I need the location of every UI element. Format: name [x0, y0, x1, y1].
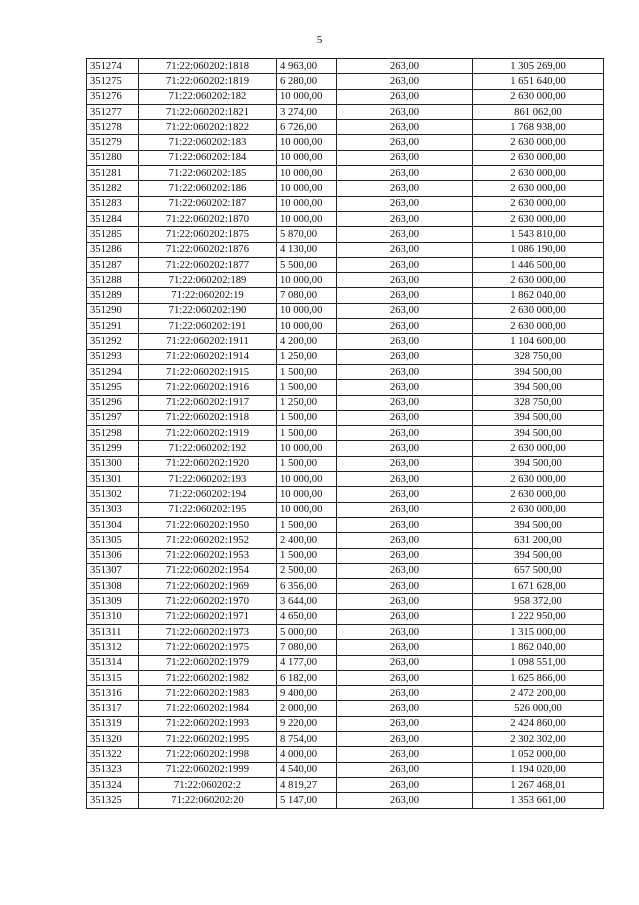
table-row	[87, 319, 604, 334]
cadastral-number-cell: 71:22:060202:2	[139, 777, 277, 792]
cadastral-value-cell: 631 200,00	[473, 533, 604, 548]
cadastral-value-cell: 1 104 600,00	[473, 334, 604, 349]
table-row	[87, 670, 604, 685]
table-row	[87, 747, 604, 762]
rate-cell: 263,00	[337, 181, 473, 196]
table-row	[87, 777, 604, 792]
land-cadastral-table	[86, 58, 604, 809]
cadastral-value-cell: 1 305 269,00	[473, 59, 604, 74]
record-number-cell: 351303	[87, 502, 139, 517]
table-row	[87, 410, 604, 425]
cadastral-number-cell: 71:22:060202:193	[139, 472, 277, 487]
cadastral-value-cell: 2 630 000,00	[473, 487, 604, 502]
cadastral-value-cell: 2 630 000,00	[473, 181, 604, 196]
cadastral-value-cell: 394 500,00	[473, 456, 604, 471]
area-cell: 5 000,00	[277, 624, 337, 639]
rate-cell: 263,00	[337, 410, 473, 425]
record-number-cell: 351308	[87, 579, 139, 594]
area-cell: 1 500,00	[277, 456, 337, 471]
cadastral-number-cell: 71:22:060202:1998	[139, 747, 277, 762]
record-number-cell: 351306	[87, 548, 139, 563]
cadastral-number-cell: 71:22:060202:1984	[139, 701, 277, 716]
record-number-cell: 351311	[87, 624, 139, 639]
cadastral-number-cell: 71:22:060202:1993	[139, 716, 277, 731]
cadastral-number-cell: 71:22:060202:1970	[139, 594, 277, 609]
rate-cell: 263,00	[337, 395, 473, 410]
record-number-cell: 351283	[87, 196, 139, 211]
record-number-cell: 351301	[87, 472, 139, 487]
rate-cell: 263,00	[337, 502, 473, 517]
rate-cell: 263,00	[337, 211, 473, 226]
rate-cell: 263,00	[337, 150, 473, 165]
table-row	[87, 624, 604, 639]
cadastral-number-cell: 71:22:060202:1952	[139, 533, 277, 548]
table-row	[87, 59, 604, 74]
cadastral-number-cell: 71:22:060202:1870	[139, 211, 277, 226]
table-row	[87, 120, 604, 135]
area-cell: 4 963,00	[277, 59, 337, 74]
area-cell: 6 182,00	[277, 670, 337, 685]
record-number-cell: 351275	[87, 74, 139, 89]
cadastral-number-cell: 71:22:060202:1918	[139, 410, 277, 425]
table-row	[87, 732, 604, 747]
area-cell: 2 500,00	[277, 563, 337, 578]
cadastral-number-cell: 71:22:060202:183	[139, 135, 277, 150]
cadastral-value-cell: 1 315 000,00	[473, 624, 604, 639]
cadastral-value-cell: 394 500,00	[473, 517, 604, 532]
rate-cell: 263,00	[337, 609, 473, 624]
cadastral-value-cell: 394 500,00	[473, 410, 604, 425]
area-cell: 10 000,00	[277, 89, 337, 104]
cadastral-number-cell: 71:22:060202:1822	[139, 120, 277, 135]
cadastral-value-cell: 2 630 000,00	[473, 135, 604, 150]
table-row	[87, 211, 604, 226]
table-row	[87, 257, 604, 272]
cadastral-value-cell: 1 222 950,00	[473, 609, 604, 624]
cadastral-number-cell: 71:22:060202:184	[139, 150, 277, 165]
record-number-cell: 351299	[87, 441, 139, 456]
record-number-cell: 351317	[87, 701, 139, 716]
table-row	[87, 487, 604, 502]
table-row	[87, 456, 604, 471]
record-number-cell: 351296	[87, 395, 139, 410]
cadastral-value-cell: 1 651 640,00	[473, 74, 604, 89]
rate-cell: 263,00	[337, 701, 473, 716]
area-cell: 4 650,00	[277, 609, 337, 624]
record-number-cell: 351298	[87, 426, 139, 441]
table-row	[87, 227, 604, 242]
area-cell: 1 250,00	[277, 349, 337, 364]
record-number-cell: 351307	[87, 563, 139, 578]
cadastral-value-cell: 328 750,00	[473, 395, 604, 410]
cadastral-value-cell: 1 267 468,01	[473, 777, 604, 792]
cadastral-number-cell: 71:22:060202:1916	[139, 380, 277, 395]
area-cell: 1 500,00	[277, 364, 337, 379]
rate-cell: 263,00	[337, 227, 473, 242]
cadastral-value-cell: 526 000,00	[473, 701, 604, 716]
table-row	[87, 288, 604, 303]
record-number-cell: 351282	[87, 181, 139, 196]
cadastral-value-cell: 2 630 000,00	[473, 196, 604, 211]
table-row	[87, 655, 604, 670]
area-cell: 10 000,00	[277, 135, 337, 150]
cadastral-number-cell: 71:22:060202:1877	[139, 257, 277, 272]
cadastral-value-cell: 1 543 810,00	[473, 227, 604, 242]
cadastral-value-cell: 328 750,00	[473, 349, 604, 364]
area-cell: 6 356,00	[277, 579, 337, 594]
record-number-cell: 351293	[87, 349, 139, 364]
table-row	[87, 135, 604, 150]
record-number-cell: 351287	[87, 257, 139, 272]
cadastral-number-cell: 71:22:060202:1975	[139, 640, 277, 655]
table-row	[87, 395, 604, 410]
table-row	[87, 380, 604, 395]
area-cell: 10 000,00	[277, 472, 337, 487]
cadastral-value-cell: 1 862 040,00	[473, 288, 604, 303]
rate-cell: 263,00	[337, 380, 473, 395]
cadastral-number-cell: 71:22:060202:1982	[139, 670, 277, 685]
area-cell: 2 000,00	[277, 701, 337, 716]
cadastral-number-cell: 71:22:060202:1953	[139, 548, 277, 563]
cadastral-value-cell: 2 630 000,00	[473, 502, 604, 517]
rate-cell: 263,00	[337, 441, 473, 456]
record-number-cell: 351292	[87, 334, 139, 349]
table-row	[87, 762, 604, 777]
rate-cell: 263,00	[337, 670, 473, 685]
record-number-cell: 351312	[87, 640, 139, 655]
area-cell: 9 220,00	[277, 716, 337, 731]
record-number-cell: 351276	[87, 89, 139, 104]
cadastral-value-cell: 1 625 866,00	[473, 670, 604, 685]
record-number-cell: 351285	[87, 227, 139, 242]
cadastral-number-cell: 71:22:060202:1915	[139, 364, 277, 379]
record-number-cell: 351280	[87, 150, 139, 165]
rate-cell: 263,00	[337, 716, 473, 731]
table-row	[87, 242, 604, 257]
cadastral-number-cell: 71:22:060202:1979	[139, 655, 277, 670]
cadastral-value-cell: 394 500,00	[473, 364, 604, 379]
cadastral-number-cell: 71:22:060202:1914	[139, 349, 277, 364]
cadastral-number-cell: 71:22:060202:186	[139, 181, 277, 196]
record-number-cell: 351323	[87, 762, 139, 777]
area-cell: 10 000,00	[277, 211, 337, 226]
record-number-cell: 351304	[87, 517, 139, 532]
table-row	[87, 364, 604, 379]
table-row	[87, 716, 604, 731]
cadastral-number-cell: 71:22:060202:1876	[139, 242, 277, 257]
cadastral-value-cell: 2 630 000,00	[473, 166, 604, 181]
table-row	[87, 196, 604, 211]
rate-cell: 263,00	[337, 548, 473, 563]
area-cell: 10 000,00	[277, 273, 337, 288]
table-row	[87, 89, 604, 104]
record-number-cell: 351289	[87, 288, 139, 303]
rate-cell: 263,00	[337, 579, 473, 594]
table-row	[87, 579, 604, 594]
record-number-cell: 351274	[87, 59, 139, 74]
cadastral-number-cell: 71:22:060202:1973	[139, 624, 277, 639]
rate-cell: 263,00	[337, 288, 473, 303]
area-cell: 7 080,00	[277, 640, 337, 655]
area-cell: 1 500,00	[277, 380, 337, 395]
rate-cell: 263,00	[337, 747, 473, 762]
cadastral-value-cell: 394 500,00	[473, 380, 604, 395]
record-number-cell: 351302	[87, 487, 139, 502]
cadastral-number-cell: 71:22:060202:1919	[139, 426, 277, 441]
area-cell: 4 000,00	[277, 747, 337, 762]
table-row	[87, 502, 604, 517]
record-number-cell: 351277	[87, 104, 139, 119]
area-cell: 6 280,00	[277, 74, 337, 89]
table-row	[87, 426, 604, 441]
cadastral-number-cell: 71:22:060202:1983	[139, 686, 277, 701]
cadastral-number-cell: 71:22:060202:195	[139, 502, 277, 517]
record-number-cell: 351310	[87, 609, 139, 624]
table-row	[87, 104, 604, 119]
table-row	[87, 793, 604, 808]
rate-cell: 263,00	[337, 89, 473, 104]
cadastral-value-cell: 1 086 190,00	[473, 242, 604, 257]
cadastral-number-cell: 71:22:060202:190	[139, 303, 277, 318]
record-number-cell: 351325	[87, 793, 139, 808]
table-row	[87, 273, 604, 288]
cadastral-value-cell: 394 500,00	[473, 548, 604, 563]
table-body	[87, 59, 604, 809]
record-number-cell: 351300	[87, 456, 139, 471]
cadastral-value-cell: 958 372,00	[473, 594, 604, 609]
table-row	[87, 609, 604, 624]
rate-cell: 263,00	[337, 59, 473, 74]
record-number-cell: 351290	[87, 303, 139, 318]
cadastral-value-cell: 2 630 000,00	[473, 150, 604, 165]
cadastral-value-cell: 2 630 000,00	[473, 319, 604, 334]
area-cell: 10 000,00	[277, 319, 337, 334]
rate-cell: 263,00	[337, 303, 473, 318]
record-number-cell: 351319	[87, 716, 139, 731]
cadastral-number-cell: 71:22:060202:1917	[139, 395, 277, 410]
area-cell: 5 147,00	[277, 793, 337, 808]
rate-cell: 263,00	[337, 196, 473, 211]
table-row	[87, 166, 604, 181]
table-row	[87, 640, 604, 655]
record-number-cell: 351316	[87, 686, 139, 701]
cadastral-value-cell: 2 630 000,00	[473, 303, 604, 318]
record-number-cell: 351288	[87, 273, 139, 288]
record-number-cell: 351294	[87, 364, 139, 379]
area-cell: 1 500,00	[277, 410, 337, 425]
rate-cell: 263,00	[337, 640, 473, 655]
rate-cell: 263,00	[337, 135, 473, 150]
area-cell: 8 754,00	[277, 732, 337, 747]
cadastral-value-cell: 1 098 551,00	[473, 655, 604, 670]
area-cell: 10 000,00	[277, 487, 337, 502]
record-number-cell: 351279	[87, 135, 139, 150]
cadastral-number-cell: 71:22:060202:20	[139, 793, 277, 808]
area-cell: 10 000,00	[277, 181, 337, 196]
rate-cell: 263,00	[337, 762, 473, 777]
cadastral-value-cell: 2 630 000,00	[473, 89, 604, 104]
record-number-cell: 351309	[87, 594, 139, 609]
record-number-cell: 351305	[87, 533, 139, 548]
table-row	[87, 334, 604, 349]
table-row	[87, 74, 604, 89]
area-cell: 1 500,00	[277, 517, 337, 532]
table-row	[87, 303, 604, 318]
area-cell: 4 540,00	[277, 762, 337, 777]
area-cell: 1 250,00	[277, 395, 337, 410]
table-row	[87, 472, 604, 487]
rate-cell: 263,00	[337, 472, 473, 487]
area-cell: 4 819,27	[277, 777, 337, 792]
cadastral-value-cell: 1 353 661,00	[473, 793, 604, 808]
rate-cell: 263,00	[337, 334, 473, 349]
rate-cell: 263,00	[337, 624, 473, 639]
record-number-cell: 351322	[87, 747, 139, 762]
record-number-cell: 351286	[87, 242, 139, 257]
cadastral-number-cell: 71:22:060202:185	[139, 166, 277, 181]
cadastral-number-cell: 71:22:060202:1818	[139, 59, 277, 74]
rate-cell: 263,00	[337, 732, 473, 747]
area-cell: 6 726,00	[277, 120, 337, 135]
record-number-cell: 351284	[87, 211, 139, 226]
cadastral-number-cell: 71:22:060202:187	[139, 196, 277, 211]
record-number-cell: 351281	[87, 166, 139, 181]
area-cell: 9 400,00	[277, 686, 337, 701]
area-cell: 2 400,00	[277, 533, 337, 548]
cadastral-number-cell: 71:22:060202:1969	[139, 579, 277, 594]
rate-cell: 263,00	[337, 104, 473, 119]
rate-cell: 263,00	[337, 273, 473, 288]
rate-cell: 263,00	[337, 74, 473, 89]
rate-cell: 263,00	[337, 120, 473, 135]
rate-cell: 263,00	[337, 242, 473, 257]
table-row	[87, 349, 604, 364]
area-cell: 1 500,00	[277, 426, 337, 441]
cadastral-value-cell: 2 472 200,00	[473, 686, 604, 701]
cadastral-number-cell: 71:22:060202:1875	[139, 227, 277, 242]
cadastral-value-cell: 1 671 628,00	[473, 579, 604, 594]
cadastral-number-cell: 71:22:060202:1920	[139, 456, 277, 471]
rate-cell: 263,00	[337, 517, 473, 532]
rate-cell: 263,00	[337, 349, 473, 364]
rate-cell: 263,00	[337, 686, 473, 701]
area-cell: 4 200,00	[277, 334, 337, 349]
cadastral-value-cell: 1 052 000,00	[473, 747, 604, 762]
rate-cell: 263,00	[337, 456, 473, 471]
rate-cell: 263,00	[337, 166, 473, 181]
area-cell: 4 130,00	[277, 242, 337, 257]
area-cell: 5 870,00	[277, 227, 337, 242]
rate-cell: 263,00	[337, 655, 473, 670]
table-row	[87, 686, 604, 701]
record-number-cell: 351324	[87, 777, 139, 792]
area-cell: 10 000,00	[277, 441, 337, 456]
rate-cell: 263,00	[337, 426, 473, 441]
cadastral-value-cell: 2 424 860,00	[473, 716, 604, 731]
cadastral-value-cell: 394 500,00	[473, 426, 604, 441]
cadastral-number-cell: 71:22:060202:192	[139, 441, 277, 456]
cadastral-number-cell: 71:22:060202:1971	[139, 609, 277, 624]
cadastral-number-cell: 71:22:060202:1819	[139, 74, 277, 89]
area-cell: 10 000,00	[277, 502, 337, 517]
cadastral-number-cell: 71:22:060202:182	[139, 89, 277, 104]
cadastral-value-cell: 1 768 938,00	[473, 120, 604, 135]
table-row	[87, 548, 604, 563]
record-number-cell: 351320	[87, 732, 139, 747]
rate-cell: 263,00	[337, 257, 473, 272]
table-row	[87, 441, 604, 456]
record-number-cell: 351295	[87, 380, 139, 395]
table-row	[87, 563, 604, 578]
table-row	[87, 533, 604, 548]
table-row	[87, 517, 604, 532]
cadastral-value-cell: 1 862 040,00	[473, 640, 604, 655]
cadastral-value-cell: 2 630 000,00	[473, 472, 604, 487]
area-cell: 4 177,00	[277, 655, 337, 670]
record-number-cell: 351291	[87, 319, 139, 334]
rate-cell: 263,00	[337, 319, 473, 334]
record-number-cell: 351278	[87, 120, 139, 135]
cadastral-number-cell: 71:22:060202:1911	[139, 334, 277, 349]
rate-cell: 263,00	[337, 563, 473, 578]
rate-cell: 263,00	[337, 364, 473, 379]
cadastral-number-cell: 71:22:060202:1995	[139, 732, 277, 747]
table-row	[87, 701, 604, 716]
area-cell: 3 644,00	[277, 594, 337, 609]
table-row	[87, 594, 604, 609]
cadastral-number-cell: 71:22:060202:1821	[139, 104, 277, 119]
cadastral-value-cell: 2 630 000,00	[473, 441, 604, 456]
cadastral-value-cell: 2 630 000,00	[473, 211, 604, 226]
rate-cell: 263,00	[337, 777, 473, 792]
cadastral-value-cell: 1 446 500,00	[473, 257, 604, 272]
cadastral-value-cell: 2 630 000,00	[473, 273, 604, 288]
area-cell: 3 274,00	[277, 104, 337, 119]
area-cell: 10 000,00	[277, 166, 337, 181]
area-cell: 10 000,00	[277, 150, 337, 165]
table-row	[87, 181, 604, 196]
cadastral-value-cell: 657 500,00	[473, 563, 604, 578]
area-cell: 10 000,00	[277, 303, 337, 318]
cadastral-value-cell: 1 194 020,00	[473, 762, 604, 777]
cadastral-value-cell: 861 062,00	[473, 104, 604, 119]
cadastral-number-cell: 71:22:060202:1950	[139, 517, 277, 532]
rate-cell: 263,00	[337, 594, 473, 609]
cadastral-number-cell: 71:22:060202:191	[139, 319, 277, 334]
cadastral-number-cell: 71:22:060202:1999	[139, 762, 277, 777]
area-cell: 5 500,00	[277, 257, 337, 272]
record-number-cell: 351297	[87, 410, 139, 425]
area-cell: 10 000,00	[277, 196, 337, 211]
record-number-cell: 351315	[87, 670, 139, 685]
area-cell: 7 080,00	[277, 288, 337, 303]
record-number-cell: 351314	[87, 655, 139, 670]
rate-cell: 263,00	[337, 793, 473, 808]
rate-cell: 263,00	[337, 487, 473, 502]
page-number: 5	[316, 34, 323, 46]
cadastral-number-cell: 71:22:060202:194	[139, 487, 277, 502]
rate-cell: 263,00	[337, 533, 473, 548]
cadastral-number-cell: 71:22:060202:189	[139, 273, 277, 288]
cadastral-value-cell: 2 302 302,00	[473, 732, 604, 747]
area-cell: 1 500,00	[277, 548, 337, 563]
cadastral-number-cell: 71:22:060202:19	[139, 288, 277, 303]
table-row	[87, 150, 604, 165]
cadastral-number-cell: 71:22:060202:1954	[139, 563, 277, 578]
